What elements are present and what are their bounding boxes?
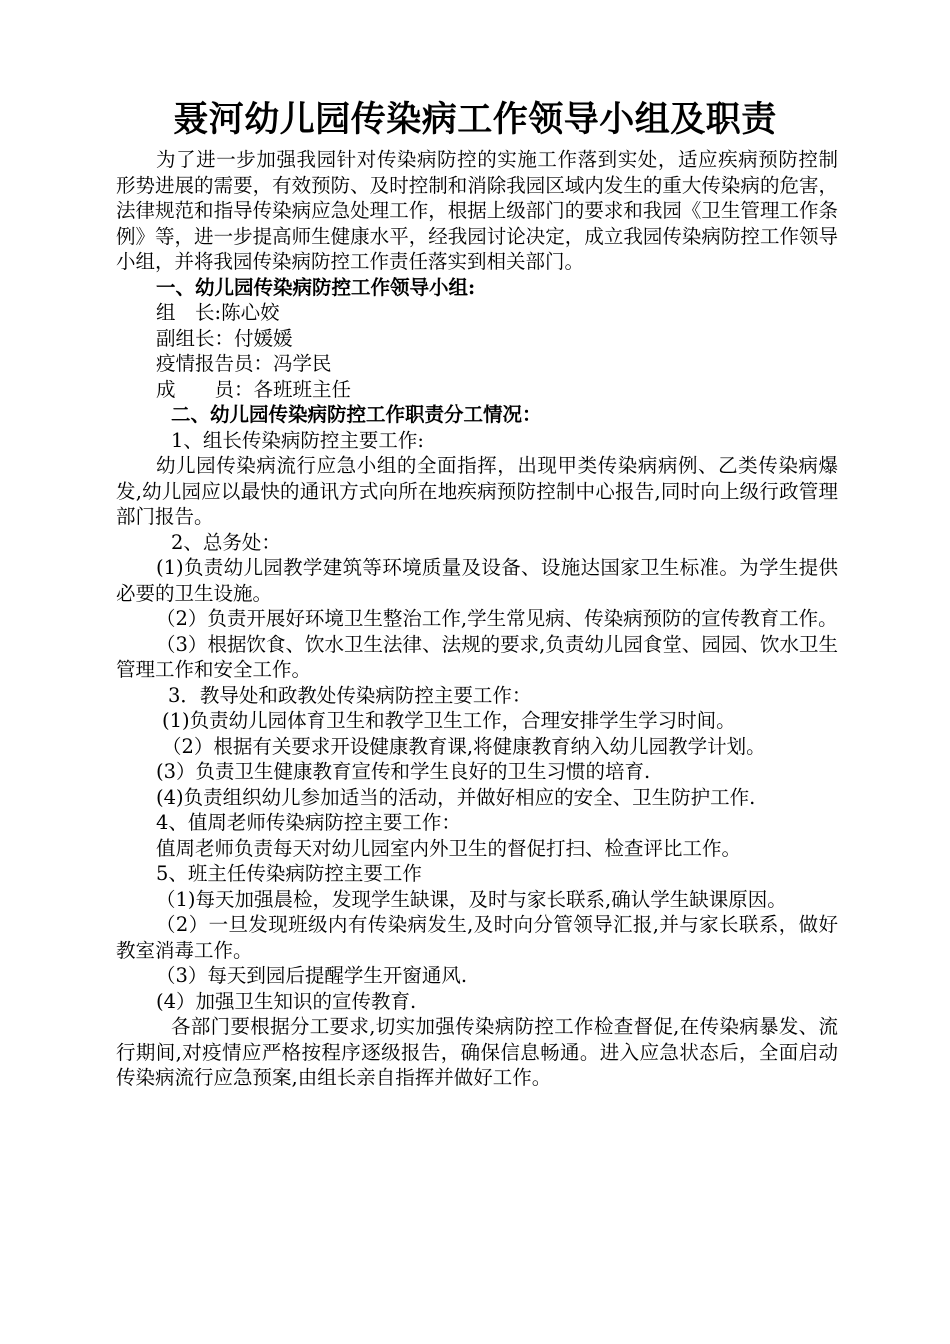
- members-line: 成 员：各班班主任: [156, 377, 352, 401]
- deputy-line: 副组长：付媛媛: [156, 326, 293, 350]
- subsection-3-item-1: (1)负责幼儿园体育卫生和教学卫生工作，合理安排学生学习时间。: [162, 709, 736, 732]
- leader-line: 组 长:陈心姣: [156, 301, 280, 324]
- subsection-2-item-3: （3）根据饮食、饮水卫生法律、法规的要求,负责幼儿园食堂、园园、饮水卫生管理工作和安全工作。: [116, 632, 838, 681]
- subsection-4-text: 值周老师负责每天对幼儿园室内外卫生的督促打扫、检查评比工作。: [156, 836, 742, 860]
- reporter-line: 疫情报告员：冯学民: [156, 352, 332, 375]
- subsection-5-item-2: （2）一旦发现班级内有传染病发生,及时向分管领导汇报,并与家长联系，做好教室消毒工作。: [116, 913, 838, 962]
- subsection-2-item-2: （2）负责开展好环境卫生整治工作,学生常见病、传染病预防的宣传教育工作。: [156, 607, 838, 630]
- subsection-5-item-3: （3）每天到园后提醒学生开窗通风.: [156, 964, 468, 987]
- document-body: [116, 147, 838, 1091]
- closing-paragraph: 各部门要根据分工要求,切实加强传染病防控工作检查督促,在传染病暴发、流行期间,对疫情应严格按程序逐级报告，确保信息畅通。进入应急状态后，全面启动传染病流行应急预案,由组长亲自指挥并做好工作。: [116, 1015, 838, 1089]
- subsection-1-title: 1、组长传染病防控主要工作:: [171, 428, 424, 452]
- subsection-3-item-3: (3）负责卫生健康教育宣传和学生良好的卫生习惯的培育.: [156, 760, 651, 783]
- subsection-5-title: 5、班主任传染病防控主要工作: [156, 862, 422, 885]
- section-2-heading: 二、幼儿园传染病防控工作职责分工情况：: [171, 403, 542, 426]
- subsection-3-title: 3．教导处和政教处传染病防控主要工作：: [168, 683, 532, 707]
- subsection-2-title: 2、总务处：: [171, 530, 281, 554]
- document-title: 聂河幼儿园传染病工作领导小组及职责: [173, 99, 777, 140]
- subsection-4-title: 4、值周老师传染病防控主要工作：: [156, 811, 461, 834]
- subsection-2-item-1: (1)负责幼儿园教学建筑等环境质量及设备、设施达国家卫生标准。为学生提供必要的卫生设施。: [116, 556, 838, 605]
- subsection-3-item-4: (4)负责组织幼儿参加适当的活动，并做好相应的安全、卫生防护工作.: [156, 785, 756, 809]
- intro-paragraph: 为了进一步加强我园针对传染病防控的实施工作落到实处，适应疾病预防控制形势进展的需要，有效预防、及时控制和消除我园区域内发生的重大传染病的危害，法律规范和指导传染病应急处理工作，根据上级部门的要求和我园《卫生管理工作条例》等，进一步提高师生健康水平，经我园讨论决定，成立我园传染病防控工作领导小组，并将我园传染病防控工作责任落实到相关部门。: [116, 148, 838, 273]
- subsection-5-item-4: (4）加强卫生知识的宣传教育.: [156, 989, 417, 1013]
- subsection-5-item-1: （1)每天加强晨检，发现学生缺课，及时与家长联系,确认学生缺课原因。: [156, 887, 787, 911]
- subsection-1-text: 幼儿园传染病流行应急小组的全面指挥，出现甲类传染病病例、乙类传染病爆发,幼儿园应以最快的通讯方式向所在地疾病预防控制中心报告,同时向上级行政管理部门报告。: [116, 454, 838, 528]
- subsection-3-item-2: （2）根据有关要求开设健康教育课,将健康教育纳入幼儿园教学计划。: [162, 734, 766, 758]
- section-1-heading: 一、幼儿园传染病防控工作领导小组:: [156, 275, 476, 299]
